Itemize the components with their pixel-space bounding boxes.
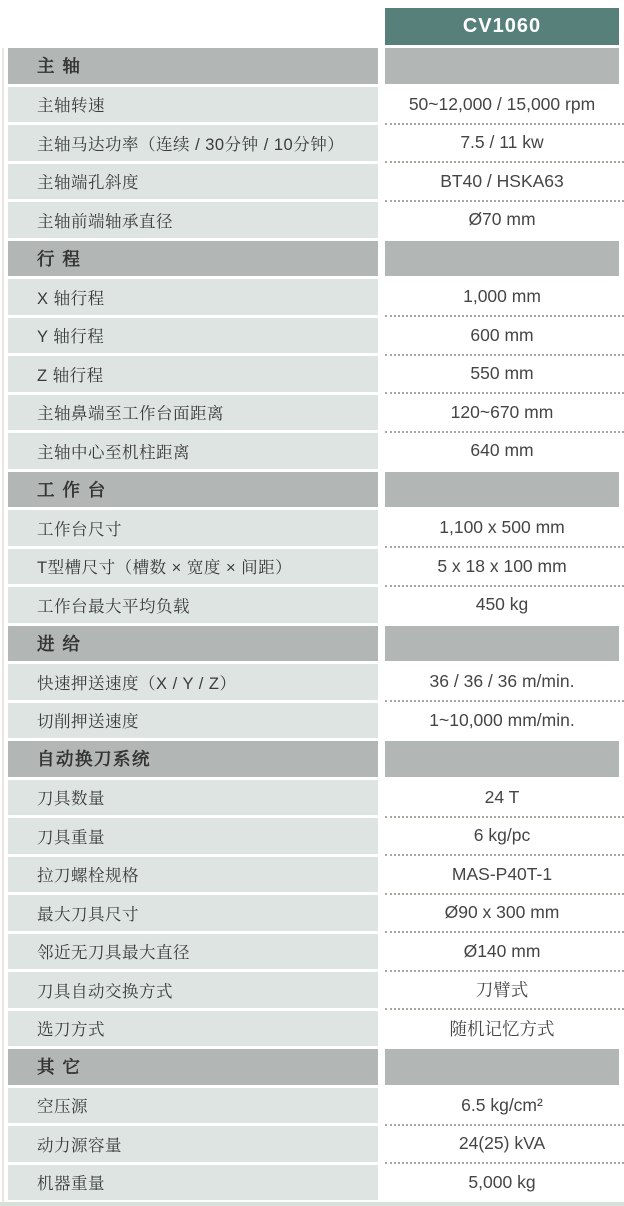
spec-value-cell xyxy=(385,395,619,431)
section-fill xyxy=(385,741,619,777)
section-title: 工 作 台 xyxy=(8,472,378,508)
spec-label-cell xyxy=(8,356,378,392)
spec-value: 550 mm xyxy=(470,363,534,384)
spec-label-cell xyxy=(8,510,378,546)
table-row xyxy=(8,510,619,546)
table-row xyxy=(8,87,619,123)
spec-value-cell xyxy=(385,87,619,123)
table-row xyxy=(8,703,619,739)
spec-value: 24(25) kVA xyxy=(458,1133,546,1154)
spec-label: 选刀方式 xyxy=(37,1021,105,1040)
section-fill xyxy=(385,626,619,662)
spec-label-cell xyxy=(8,780,378,816)
spec-value: 6 kg/pc xyxy=(473,825,531,846)
spec-label-cell xyxy=(8,818,378,854)
table-row xyxy=(8,164,619,200)
table-row xyxy=(8,664,619,700)
spec-label: 切削押送速度 xyxy=(37,713,139,732)
section-fill xyxy=(385,48,619,84)
section-fill xyxy=(385,1049,619,1085)
section-header-row xyxy=(8,241,619,277)
spec-value-cell xyxy=(385,587,619,623)
spec-label-cell xyxy=(8,664,378,700)
section-header-row xyxy=(8,1049,619,1085)
spec-value: 600 mm xyxy=(470,324,534,345)
spec-label: 最大刀具尺寸 xyxy=(37,905,139,924)
spec-label: 快速押送速度（X / Y / Z） xyxy=(37,674,237,693)
spec-label: 工作台尺寸 xyxy=(37,520,122,539)
spec-label: 空压源 xyxy=(37,1098,88,1117)
section-title: 主 轴 xyxy=(8,48,378,84)
table-row xyxy=(8,395,619,431)
spec-value: Ø140 mm xyxy=(463,940,541,961)
spec-label-cell xyxy=(8,549,378,585)
spec-label: Y 轴行程 xyxy=(37,328,105,347)
spec-value-cell xyxy=(385,818,619,854)
spec-value: 1,000 mm xyxy=(463,286,541,307)
spec-label-cell xyxy=(8,895,378,931)
section-header-row xyxy=(8,741,619,777)
section-header-row xyxy=(8,472,619,508)
spec-label-cell xyxy=(8,87,378,123)
table-row xyxy=(8,587,619,623)
table-row xyxy=(8,1011,619,1047)
spec-value-cell xyxy=(385,934,619,970)
spec-value-cell xyxy=(385,895,619,931)
section-title: 进 给 xyxy=(8,626,378,662)
spec-value-cell xyxy=(385,433,619,469)
spec-label: X 轴行程 xyxy=(37,289,105,308)
spec-value-cell xyxy=(385,664,619,700)
spec-value-cell xyxy=(385,318,619,354)
spec-value-cell xyxy=(385,857,619,893)
spec-value: Ø70 mm xyxy=(468,209,536,230)
spec-label-cell xyxy=(8,1088,378,1124)
table-row xyxy=(8,433,619,469)
table-row xyxy=(8,549,619,585)
section-title: 自动换刀系统 xyxy=(8,741,378,777)
spec-value-cell xyxy=(385,1088,619,1124)
spec-label: 工作台最大平均负载 xyxy=(37,597,190,616)
spec-label-cell xyxy=(8,1126,378,1162)
spec-label-cell xyxy=(8,1011,378,1047)
spec-label: 主轴马达功率（连续 / 30分钟 / 10分钟） xyxy=(37,135,345,154)
spec-value-cell xyxy=(385,202,619,238)
spec-value: 5,000 kg xyxy=(468,1171,536,1192)
spec-value: 7.5 / 11 kw xyxy=(460,132,544,153)
spec-label: 主轴转速 xyxy=(37,97,105,116)
spec-value-cell xyxy=(385,972,619,1008)
spec-value: 36 / 36 / 36 m/min. xyxy=(429,671,575,692)
table-row xyxy=(8,318,619,354)
spec-label: 动力源容量 xyxy=(37,1136,122,1155)
spec-value: 刀臂式 xyxy=(475,980,529,1001)
spec-label: 主轴端孔斜度 xyxy=(37,174,139,193)
spec-value: Ø90 x 300 mm xyxy=(444,902,560,923)
table-row xyxy=(8,780,619,816)
spec-value-cell xyxy=(385,703,619,739)
spec-label-cell xyxy=(8,703,378,739)
spec-label-cell xyxy=(8,279,378,315)
spec-value-cell xyxy=(385,279,619,315)
section-fill xyxy=(385,472,619,508)
spec-label: 刀具数量 xyxy=(37,790,105,809)
spec-value-cell xyxy=(385,549,619,585)
spec-value: 450 kg xyxy=(475,594,529,615)
spec-label-cell xyxy=(8,202,378,238)
spec-label: 刀具重量 xyxy=(37,828,105,847)
model-header-row xyxy=(8,8,619,45)
model-name: CV1060 xyxy=(385,8,619,45)
spec-value: 5 x 18 x 100 mm xyxy=(437,555,567,576)
spec-value: 随机记忆方式 xyxy=(449,1018,555,1039)
spec-label: 刀具自动交换方式 xyxy=(37,982,173,1001)
spec-value-cell xyxy=(385,1165,619,1201)
table-row xyxy=(8,972,619,1008)
spec-label-cell xyxy=(8,433,378,469)
spec-value: 1,100 x 500 mm xyxy=(439,517,565,538)
spec-label-cell xyxy=(8,587,378,623)
section-title: 行 程 xyxy=(8,241,378,277)
table-row xyxy=(8,1088,619,1124)
spec-label: 主轴前端轴承直径 xyxy=(37,212,173,231)
table-row xyxy=(8,895,619,931)
spec-value: BT40 / HSKA63 xyxy=(440,170,564,191)
spec-label: 邻近无刀具最大直径 xyxy=(37,944,190,963)
table-row xyxy=(8,857,619,893)
spec-value-cell xyxy=(385,780,619,816)
table-row xyxy=(8,125,619,161)
section-title: 其 它 xyxy=(8,1049,378,1085)
spec-value-cell xyxy=(385,356,619,392)
section-header-row xyxy=(8,626,619,662)
spec-label-cell xyxy=(8,1165,378,1201)
spec-value-cell xyxy=(385,1011,619,1047)
spec-value: 120~670 mm xyxy=(450,401,554,422)
spec-label-cell xyxy=(8,125,378,161)
spec-label: Z 轴行程 xyxy=(37,366,104,385)
spec-label: 主轴鼻端至工作台面距离 xyxy=(37,405,224,424)
spec-label-cell xyxy=(8,857,378,893)
table-row xyxy=(8,202,619,238)
section-fill xyxy=(385,241,619,277)
table-row xyxy=(8,1126,619,1162)
spec-value: 50~12,000 / 15,000 rpm xyxy=(408,93,596,114)
section-header-row xyxy=(8,48,619,84)
spec-value: MAS-P40T-1 xyxy=(451,863,553,884)
spec-value: 6.5 kg/cm² xyxy=(461,1094,543,1115)
spec-label-cell xyxy=(8,395,378,431)
spec-label: 机器重量 xyxy=(37,1175,105,1194)
spec-label: 主轴中心至机柱距离 xyxy=(37,443,190,462)
table-row xyxy=(8,934,619,970)
spec-label-cell xyxy=(8,972,378,1008)
spec-label-cell xyxy=(8,318,378,354)
table-row xyxy=(8,279,619,315)
spec-value-cell xyxy=(385,164,619,200)
spec-label: T型槽尺寸（槽数 × 宽度 × 间距） xyxy=(37,559,293,578)
spec-value: 24 T xyxy=(484,786,520,807)
table-row xyxy=(8,818,619,854)
spec-label-cell xyxy=(8,164,378,200)
table-row xyxy=(8,356,619,392)
spec-value-cell xyxy=(385,125,619,161)
table-row xyxy=(8,1165,619,1201)
model-header-spacer xyxy=(8,8,378,45)
spec-value-cell xyxy=(385,1126,619,1162)
spec-value-cell xyxy=(385,510,619,546)
spec-label-cell xyxy=(8,934,378,970)
spec-label: 拉刀螺栓规格 xyxy=(37,867,139,886)
spec-value: 1~10,000 mm/min. xyxy=(429,709,575,730)
spec-value: 640 mm xyxy=(470,440,534,461)
